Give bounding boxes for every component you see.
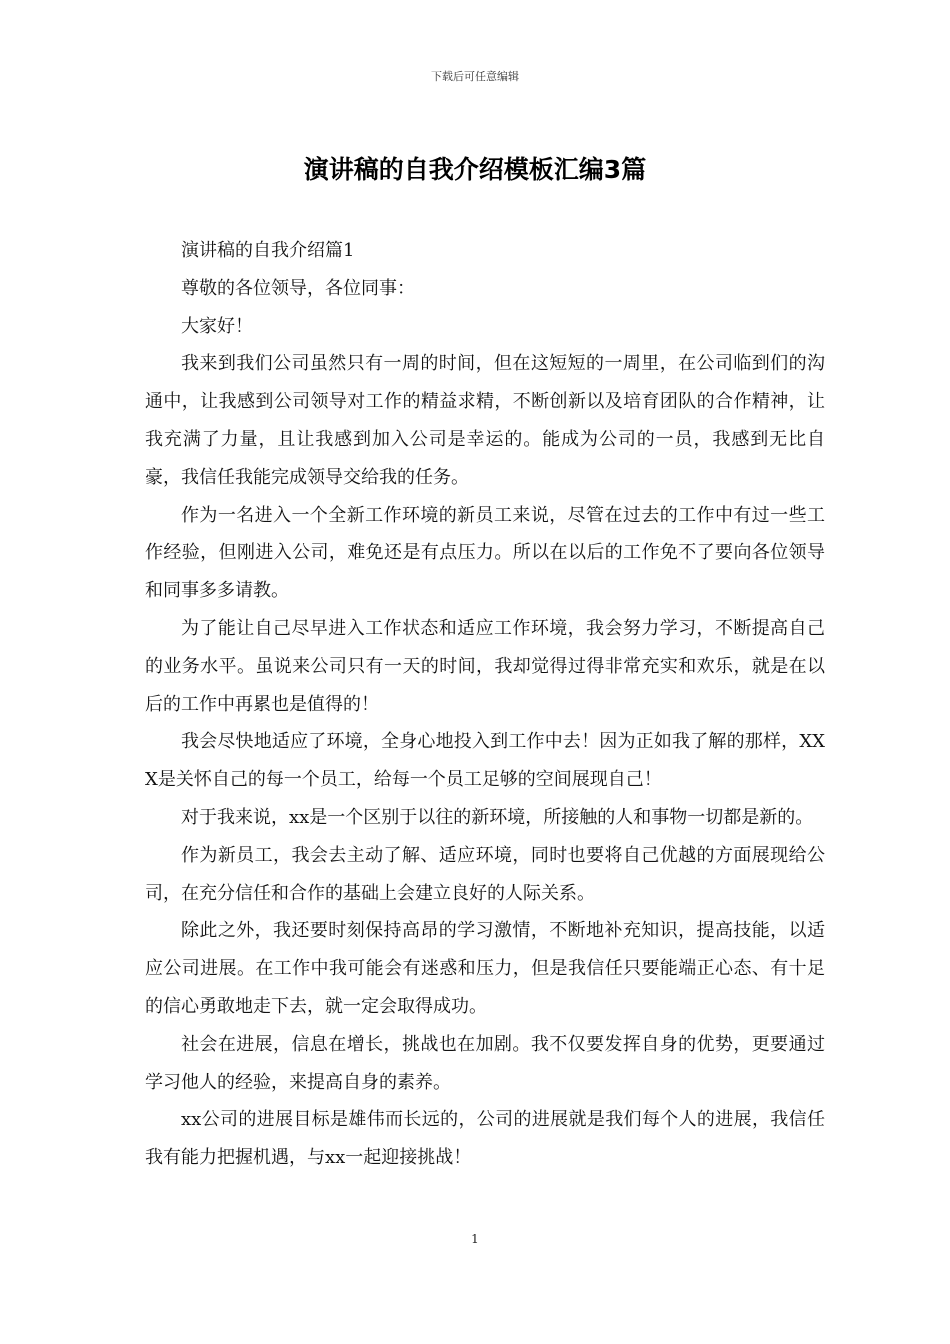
body-paragraph: 作为一名进入一个全新工作环境的新员工来说，尽管在过去的工作中有过一些工作经验，但刚进入公司，难免还是有点压力。所以在以后的工作免不了要向各位领导和同事多多请教。 [145,504,825,602]
document-title: 演讲稿的自我介绍模板汇编3篇 [303,155,647,184]
page-header-note: 下载后可任意编辑 [431,70,519,83]
body-paragraph: 社会在进展，信息在增长，挑战也在加剧。我不仅要发挥自身的优势，更要通过学习他人的经验，来提高自身的素养。 [145,1033,825,1093]
document-body [145,232,825,1177]
body-paragraph: 对于我来说，xx是一个区别于以往的新环境，所接触的人和事物一切都是新的。 [181,806,814,828]
section-heading: 演讲稿的自我介绍篇1 [181,240,355,261]
greeting: 大家好！ [181,315,253,337]
salutation: 尊敬的各位领导，各位同事： [181,277,415,299]
body-paragraph: xx公司的进展目标是雄伟而长远的，公司的进展就是我们每个人的进展，我信任我有能力把握机遇，与xx一起迎接挑战！ [145,1109,825,1169]
body-paragraph: 除此之外，我还要时刻保持高昂的学习激情，不断地补充知识，提高技能，以适应公司进展。在工作中我可能会有迷惑和压力，但是我信任只要能端正心态、有十足的信心勇敢地走下去，就一定会取得成功。 [145,920,825,1017]
page-number: 1 [471,1232,479,1246]
body-paragraph: 我来到我们公司虽然只有一周的时间，但在这短短的一周里，在公司临到们的沟通中，让我感到公司领导对工作的精益求精，不断创新以及培育团队的合作精神，让我充满了力量，且让我感到加入公司是幸运的。能成为公司的一员，我感到无比自豪，我信任我能完成领导交给我的任务。 [145,353,825,488]
body-paragraph: 我会尽快地适应了环境，全身心地投入到工作中去！因为正如我了解的那样，XXX是关怀自己的每一个员工，给每一个员工足够的空间展现自己！ [145,731,825,791]
body-paragraph: 作为新员工，我会去主动了解、适应环境，同时也要将自己优越的方面展现给公司，在充分信任和合作的基础上会建立良好的人际关系。 [145,844,825,904]
body-paragraph: 为了能让自己尽早进入工作状态和适应工作环境，我会努力学习，不断提高自己的业务水平。虽说来公司只有一天的时间，我却觉得过得非常充实和欢乐，就是在以后的工作中再累也是值得的！ [145,617,825,715]
